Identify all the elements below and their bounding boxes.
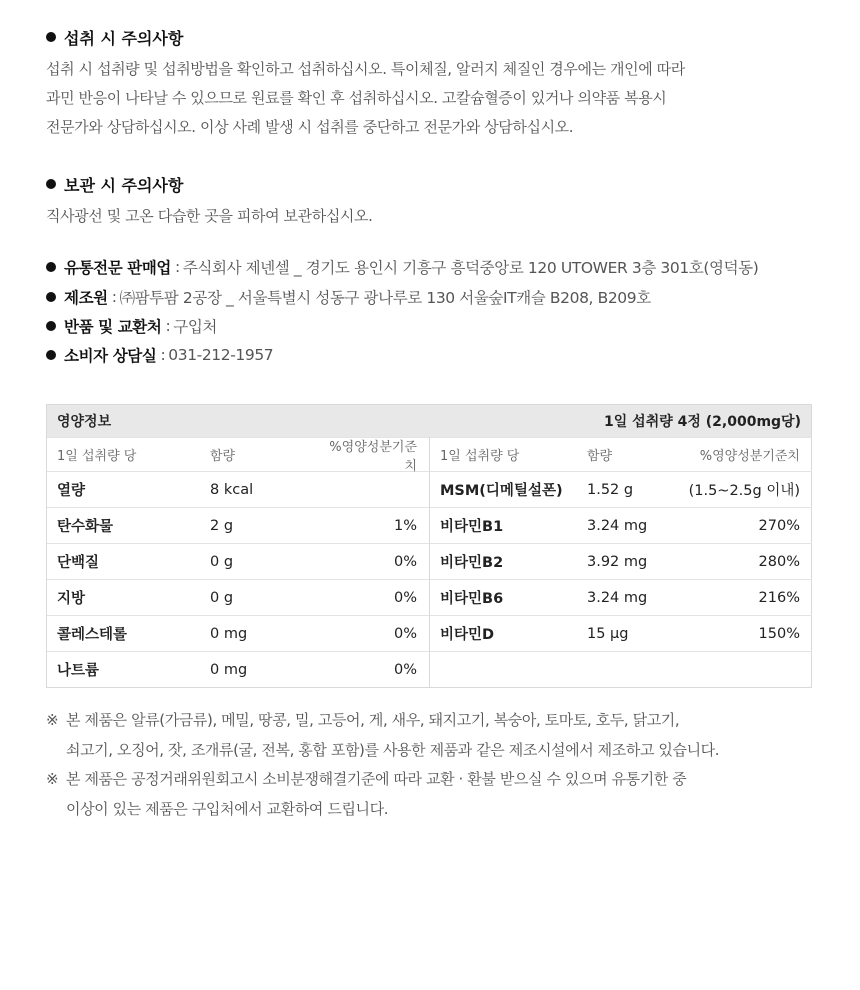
table-row [430, 579, 812, 615]
nutrient-name: 열량 [57, 483, 86, 499]
nutrient-name: 탄수화물 [57, 519, 114, 535]
note-line: 본 제품은 공정거래위원회고시 소비분쟁해결기준에 따라 교환 · 환불 받으실 수 있으며 유통기한 중 [66, 770, 687, 788]
info-label: 반품 및 교환처 [64, 318, 162, 336]
nutrient-amount: 0 g [210, 589, 234, 606]
storage-caution-heading [46, 173, 372, 195]
bullet-icon [46, 350, 56, 360]
table-row [47, 579, 429, 615]
nutrient-name: 비타민D [440, 627, 495, 643]
intake-caution-title: 섭취 시 주의사항 [64, 28, 184, 48]
storage-caution-line: 직사광선 및 고온 다습한 곳을 피하여 보관하십시오. [46, 207, 373, 225]
info-value: ㈜팜투팜 2공장 _ 서울특별시 성동구 광나루로 130 서울숲IT캐슬 B208, B209호 [119, 289, 651, 307]
intake-caution-text [46, 55, 685, 142]
storage-caution-section [46, 173, 372, 231]
nutrient-pct: 0% [393, 589, 417, 606]
intake-caution-line: 과민 반응이 나타날 수 있으므로 원료를 확인 후 섭취하십시오. 고칼슘혈증이 있거나 의약품 복용시 [46, 89, 667, 107]
info-label: 제조원 [64, 289, 108, 307]
bullet-icon [46, 32, 56, 42]
column-header: 1일 섭취량 당 [440, 449, 520, 464]
nutrient-pct: 270% [758, 517, 800, 534]
nutrient-name: 나트륨 [57, 663, 100, 679]
column-header: 1일 섭취량 당 [57, 449, 137, 464]
info-value: 구입처 [173, 318, 217, 336]
storage-caution-text [46, 202, 372, 231]
nutrition-column-right [430, 437, 812, 687]
table-row [47, 615, 429, 651]
bullet-icon [46, 179, 56, 189]
reference-mark: ※ [46, 711, 59, 729]
table-row [430, 507, 812, 543]
intake-caution-section [46, 26, 685, 142]
intake-caution-line: 섭취 시 섭취량 및 섭취방법을 확인하고 섭취하십시오. 특이체질, 알러지 체질인 경우에는 개인에 따라 [46, 60, 685, 78]
info-value: 031-212-1957 [168, 346, 274, 364]
nutrient-amount: 3.24 mg [587, 589, 648, 606]
nutrient-amount: 2 g [210, 517, 234, 534]
nutrient-pct: (1.5~2.5g 이내) [688, 483, 800, 499]
nutrient-name: 지방 [57, 591, 86, 607]
column-header: %영양성분기준치 [699, 449, 800, 464]
column-header-row [430, 437, 812, 471]
column-header: 함량 [210, 449, 236, 464]
nutrient-amount: 1.52 g [587, 481, 634, 498]
nutrition-table-header [47, 405, 811, 437]
table-row [430, 543, 812, 579]
table-row [430, 471, 812, 507]
nutrient-amount: 0 mg [210, 661, 248, 678]
serving-size: 1일 섭취량 4정 (2,000mg당) [604, 414, 801, 430]
note-line: 쇠고기, 오징어, 잣, 조개류(굴, 전복, 홍합 포함)를 사용한 제품과 같은 제조시설에서 제조하고 있습니다. [66, 740, 720, 759]
note-refund [46, 765, 719, 824]
note-allergen [46, 706, 719, 765]
table-row [47, 507, 429, 543]
nutrient-pct: 0% [393, 661, 417, 678]
nutrient-amount: 0 g [210, 553, 234, 570]
nutrient-name: 비타민B1 [440, 519, 504, 535]
table-row-empty [430, 651, 812, 687]
column-header: 함량 [587, 449, 613, 464]
nutrient-pct: 216% [758, 589, 800, 606]
nutrient-name: MSM(디메틸설폰) [440, 483, 563, 499]
info-value: 주식회사 제넨셀 _ 경기도 용인시 기흥구 흥덕중앙로 120 UTOWER 3층 301호(영덕동) [182, 259, 759, 277]
intake-caution-line: 전문가와 상담하십시오. 이상 사례 발생 시 섭취를 중단하고 전문가와 상담하십시오. [46, 118, 574, 136]
nutrient-amount: 8 kcal [210, 481, 254, 498]
intake-caution-heading [46, 26, 685, 48]
nutrient-amount: 15 μg [587, 625, 629, 642]
note-line: 이상이 있는 제품은 구입처에서 교환하여 드립니다. [66, 799, 389, 818]
bullet-icon [46, 292, 56, 302]
nutrient-amount: 3.24 mg [587, 517, 648, 534]
nutrient-pct: 1% [393, 517, 417, 534]
table-row [430, 615, 812, 651]
nutrient-amount: 0 mg [210, 625, 248, 642]
nutrient-name: 비타민B2 [440, 555, 504, 571]
nutrient-pct: 0% [393, 553, 417, 570]
table-row [47, 651, 429, 687]
column-header: %영양성분기준치 [329, 439, 417, 474]
nutrient-name: 비타민B6 [440, 591, 504, 607]
nutrient-pct: 280% [758, 553, 800, 570]
bullet-icon [46, 262, 56, 272]
info-line-distributor: 유통전문 판매업 : 주식회사 제넨셀 _ 경기도 용인시 기흥구 흥덕중앙로 120 UTOWER 3층 301호(영덕동) [46, 256, 758, 278]
nutrition-title: 영양정보 [57, 414, 112, 430]
info-line-manufacturer: 제조원 : ㈜팜투팜 2공장 _ 서울특별시 성동구 광나루로 130 서울숲IT캐슬 B208, B209호 [46, 286, 651, 308]
nutrition-column-left [47, 437, 430, 687]
bullet-icon [46, 321, 56, 331]
nutrition-table [46, 404, 812, 688]
info-line-consumer-center: 소비자 상담실 : 031-212-1957 [46, 344, 273, 366]
info-label: 소비자 상담실 [64, 347, 157, 365]
nutrient-name: 단백질 [57, 555, 100, 571]
notes-section [46, 706, 719, 824]
nutrient-pct: 0% [393, 625, 417, 642]
info-line-returns: 반품 및 교환처 : 구입처 [46, 315, 217, 337]
nutrient-pct: 150% [758, 625, 800, 642]
column-header-row [47, 437, 429, 474]
table-row [47, 471, 429, 507]
info-label: 유통전문 판매업 [64, 259, 172, 277]
nutrient-name: 콜레스테롤 [57, 627, 128, 643]
note-line: 본 제품은 알류(가금류), 메밀, 땅콩, 밀, 고등어, 게, 새우, 돼지고기, 복숭아, 토마토, 호두, 닭고기, [66, 711, 680, 729]
table-row [47, 543, 429, 579]
nutrient-amount: 3.92 mg [587, 553, 648, 570]
storage-caution-title: 보관 시 주의사항 [64, 175, 184, 195]
reference-mark: ※ [46, 770, 59, 788]
